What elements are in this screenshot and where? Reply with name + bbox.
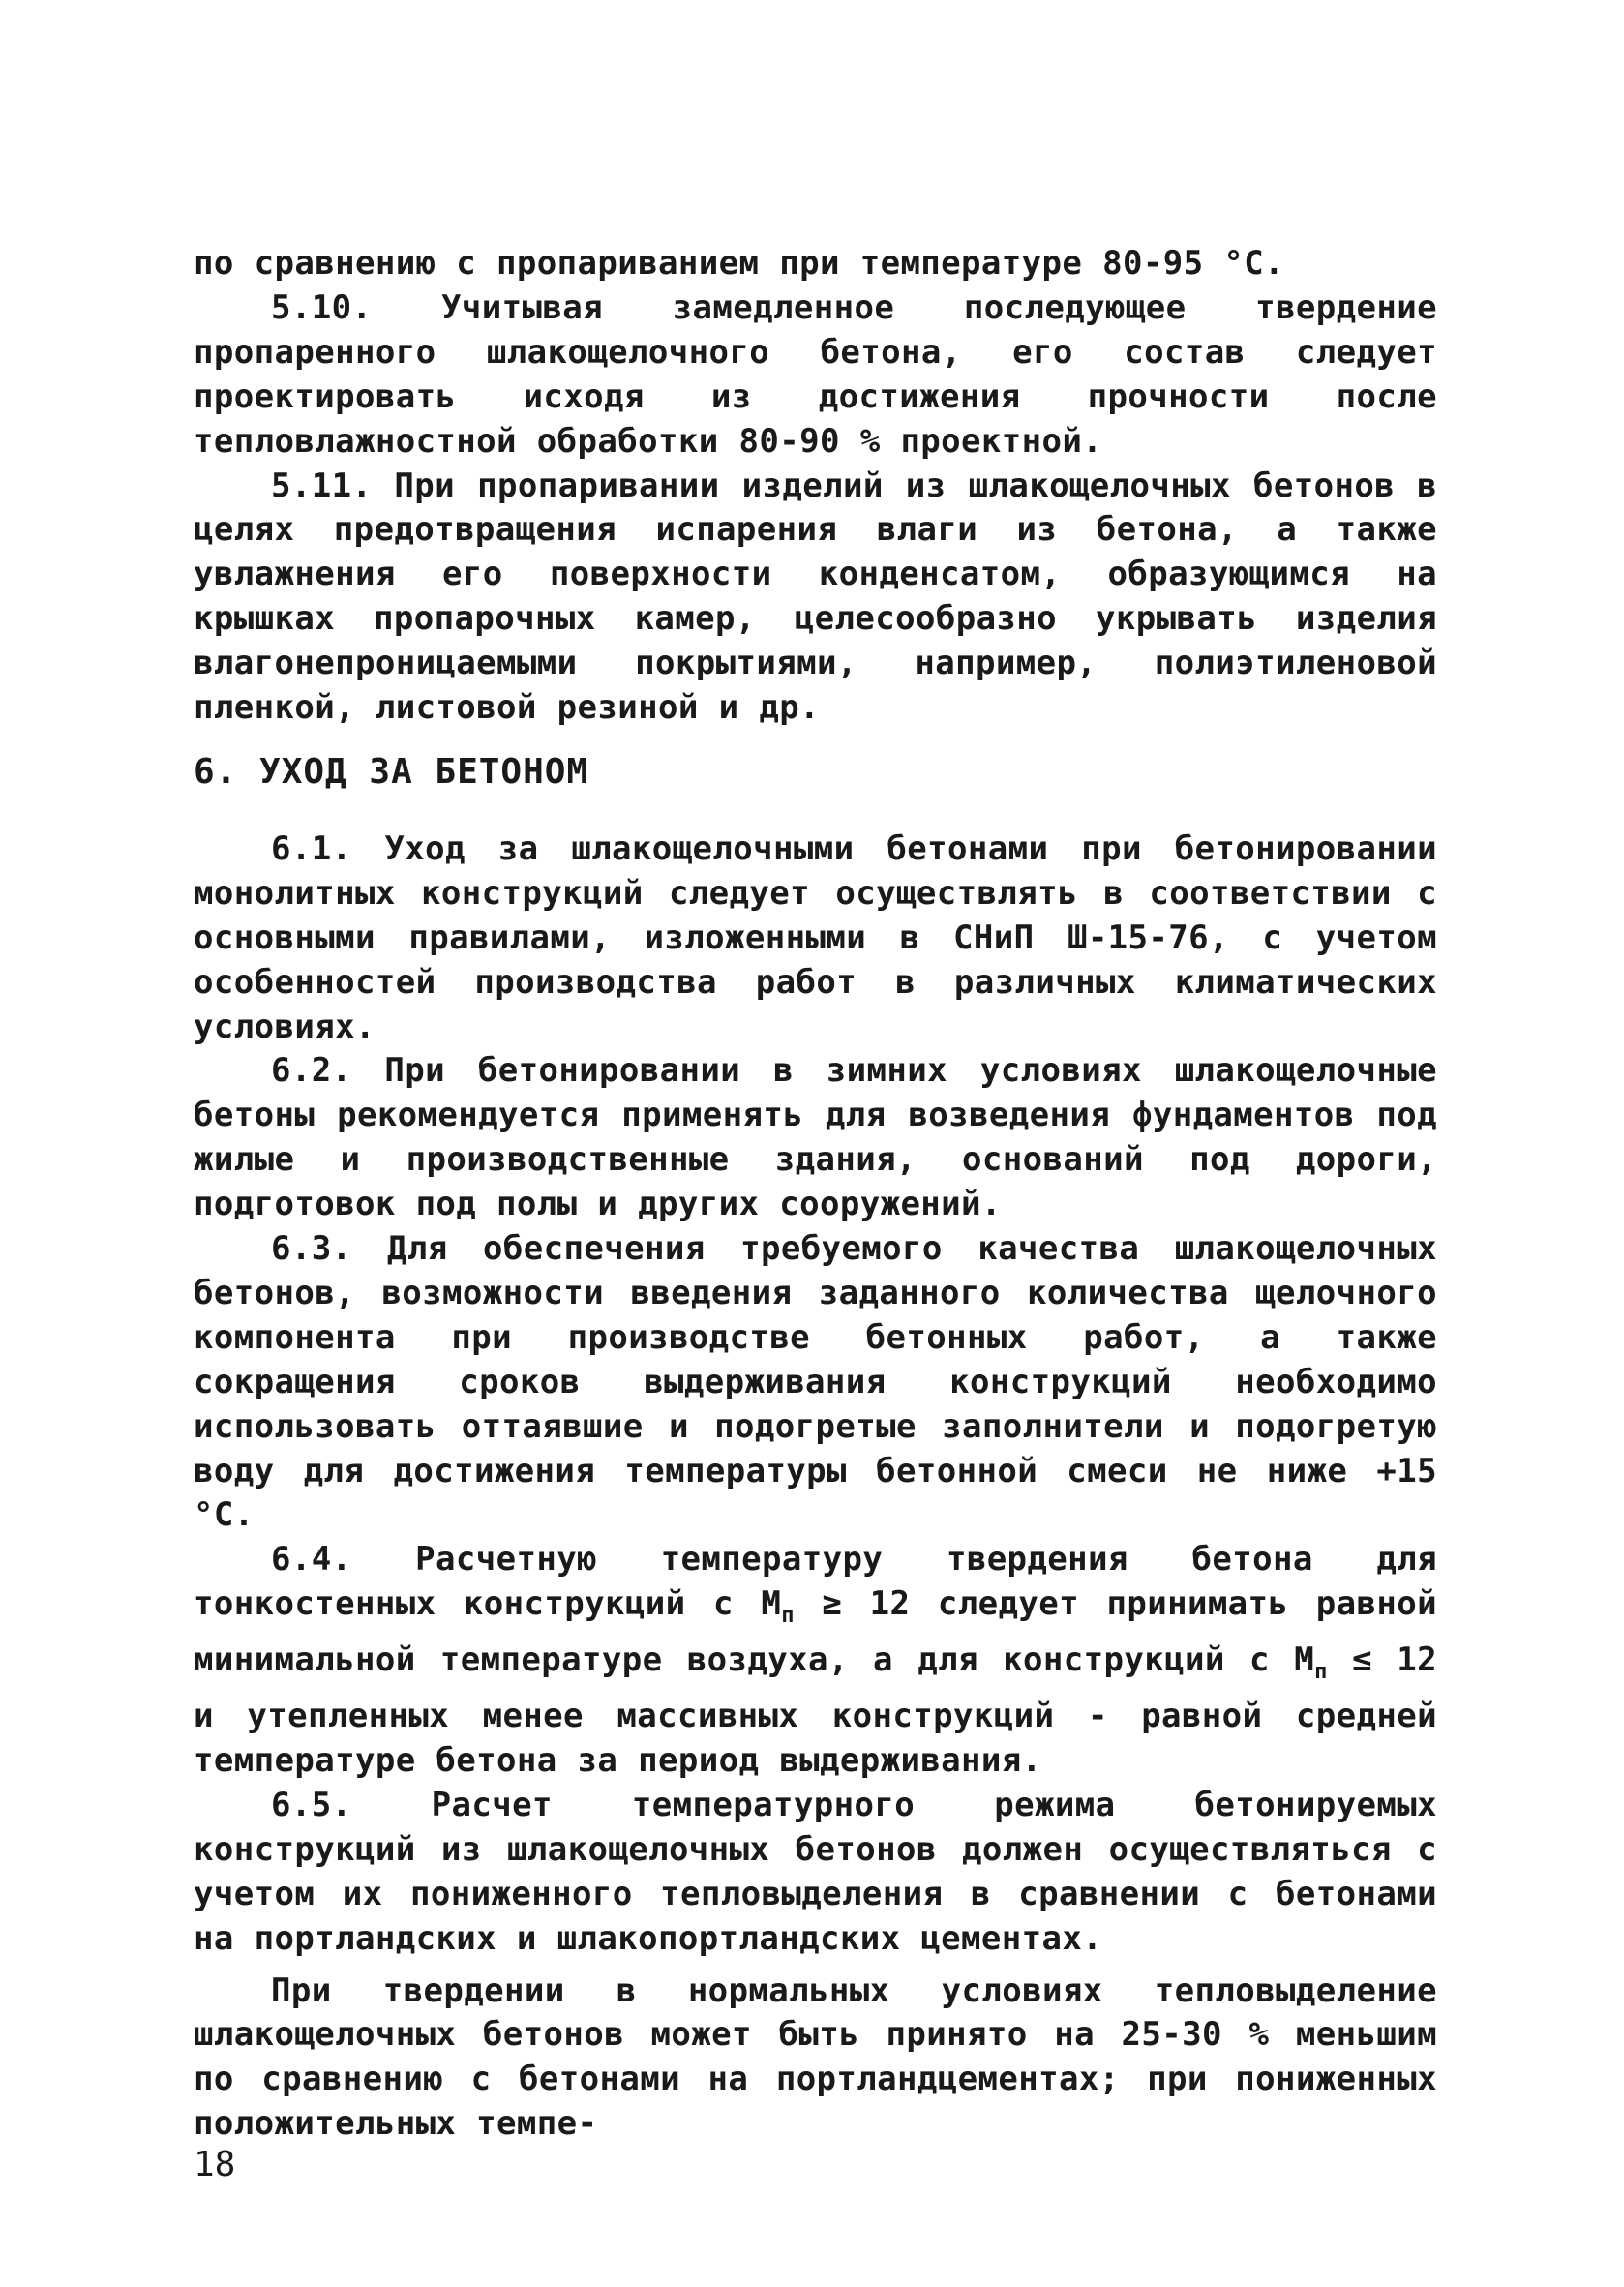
section-heading-6: 6. УХОД ЗА БЕТОНОМ — [194, 751, 589, 792]
paragraph-6-1: 6.1. Уход за шлакощелочными бетонами при бетонировании монолитных конструкций следует осуществлять в соответствии с основными правилами, изложенными в СНиП Ш-15-76, с учетом особенностей производства работ в различных климатических условиях. — [194, 828, 1437, 1046]
paragraph-6-4-part-b: ≥ 12 следует принимать равной минимальной температуре воздуха, а для конструкций с М — [194, 1584, 1437, 1680]
subscript-p-1: п — [781, 1604, 795, 1629]
paragraph-5-11: 5.11. При пропаривании изделий из шлакощелочных бетонов в целях предотвращения испарения влаги из бетона, а также увлажнения его поверхности конденсатом, образующимся на крышках пропарочных камер, целесообразно укрывать изделия влагонепроницаемыми покрытиями, например, полиэтиленовой пленкой, листовой резиной и др. — [194, 466, 1437, 728]
subscript-p-2: п — [1314, 1660, 1328, 1685]
paragraph-6-3: 6.3. Для обеспечения требуемого качества шлакощелочных бетонов, возможности введения заданного количества щелочного компонента при производстве бетонных работ, а также сокращения сроков выдерживания конструкций необходимо использовать оттаявшие и подогретые заполнители и подогретую воду для достижения температуры бетонной смеси не ниже +15 °С. — [194, 1229, 1437, 1535]
paragraph-continuation: по сравнению с пропариванием при температуре 80-95 °С. — [194, 244, 1284, 283]
paragraph-6-4 — [194, 1538, 1437, 1784]
paragraph-6-4-part-a: 6.4. Расчетную температуру твердения бетона для тонкостенных конструкций с М — [194, 1540, 1437, 1624]
paragraph-6-2: 6.2. При бетонировании в зимних условиях шлакощелочные бетоны рекомендуется применять для возведения фундаментов под жилые и производственные здания, оснований под дороги, подготовок под полы и других сооружений. — [194, 1051, 1437, 1224]
document-body — [194, 242, 1437, 2147]
paragraph-6-4-part-c: ≤ 12 и утепленных менее массивных конструкций - равной средней температуре бетона за период выдерживания. — [194, 1640, 1437, 1780]
paragraph-6-5-continued: При твердении в нормальных условиях тепловыделение шлакощелочных бетонов может быть принято на 25-30 % меньшим по сравнению с бетонами на портландцементах; при пониженных положительных темпе- — [194, 1971, 1437, 2144]
page-number: 18 — [194, 2145, 236, 2184]
paragraph-6-5: 6.5. Расчет температурного режима бетонируемых конструкций из шлакощелочных бетонов должен осуществляться с учетом их пониженного тепловыделения в сравнении с бетонами на портландских и шлакопортландских цементах. — [194, 1785, 1437, 1958]
paragraph-5-10: 5.10. Учитывая замедленное последующее твердение пропаренного шлакощелочного бетона, его состав следует проектировать исходя из достижения прочности после тепловлажностной обработки 80-90 % проектной. — [194, 287, 1437, 461]
